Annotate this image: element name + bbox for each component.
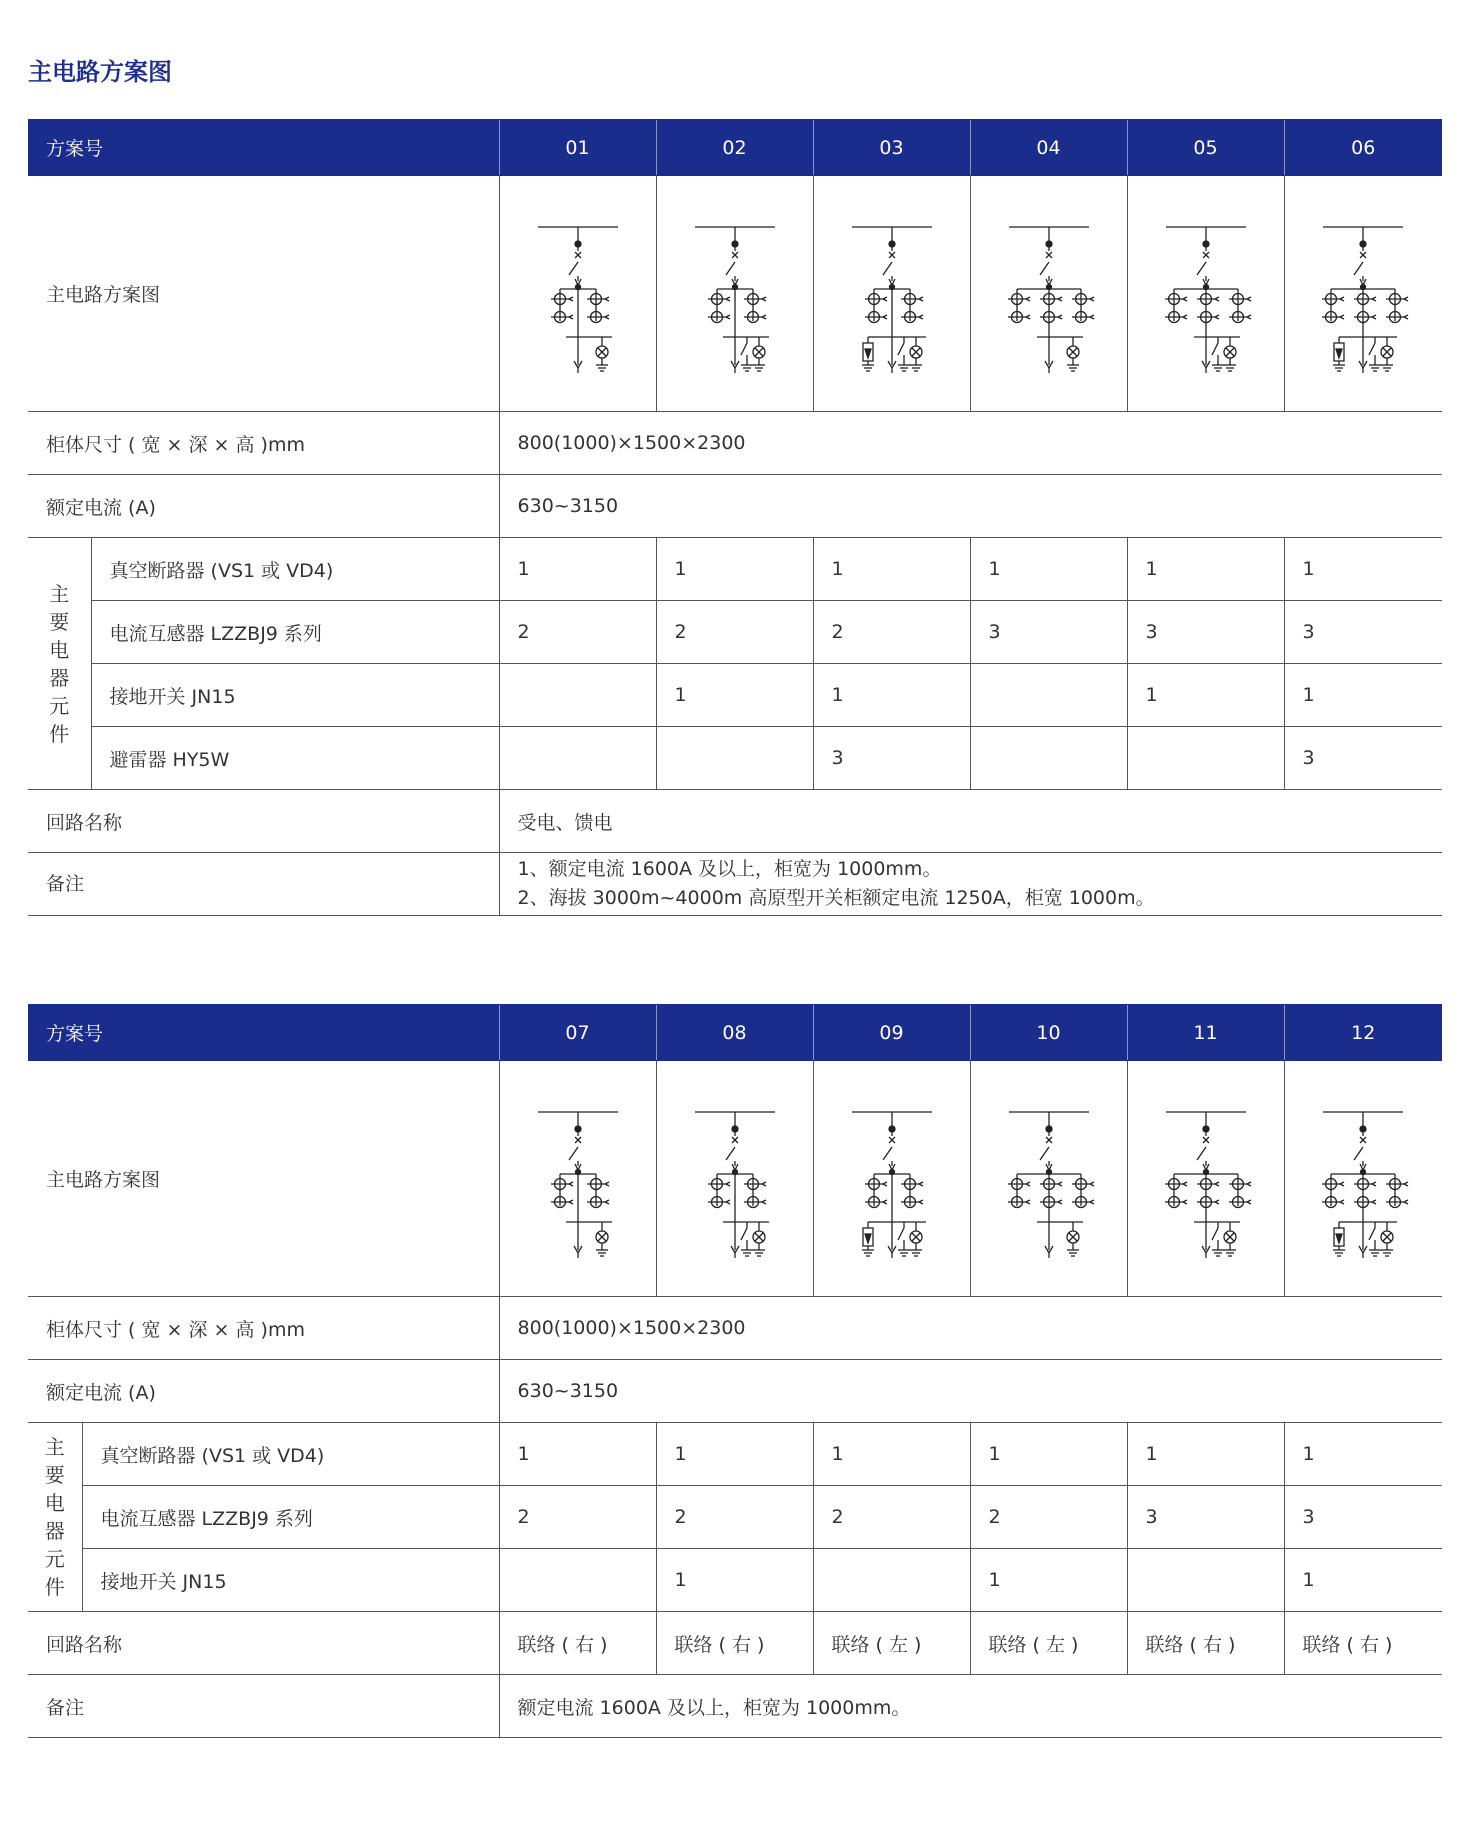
scheme-number: 07 [499,1005,656,1061]
circuit-diagram [1127,1061,1284,1297]
scheme-number: 04 [970,120,1127,176]
component-qty: 1 [813,538,970,601]
component-group-label [28,1423,82,1612]
component-qty: 1 [813,1423,970,1486]
circuit-name-label: 回路名称 [28,790,499,853]
single-line-diagram [1288,189,1438,399]
cabinet-size-value: 800(1000)×1500×2300 [499,412,1442,475]
component-row [28,727,1442,790]
scheme-number-label: 方案号 [28,120,499,176]
single-line-diagram [503,189,653,399]
rated-current-value: 630~3150 [499,475,1442,538]
component-row [28,601,1442,664]
component-qty: 1 [499,538,656,601]
component-row [28,1549,1442,1612]
component-name: 接地开关 JN15 [82,1549,499,1612]
rated-current-value: 630~3150 [499,1360,1442,1423]
component-qty: 1 [656,538,813,601]
component-qty: 2 [656,1486,813,1549]
component-qty: 3 [1284,727,1442,790]
component-qty: 1 [970,1423,1127,1486]
component-qty: 3 [813,727,970,790]
component-qty [499,727,656,790]
cabinet-size-label: 柜体尺寸 ( 宽 × 深 × 高 )mm [28,412,499,475]
single-line-diagram [974,189,1124,399]
component-row [28,538,1442,601]
diagram-row [28,1061,1442,1297]
circuit-diagram [970,176,1127,412]
scheme-number: 03 [813,120,970,176]
page-title: 主电路方案图 [28,58,172,86]
single-line-diagram [503,1074,653,1284]
rated-current-row [28,1360,1442,1423]
diagram-label: 主电路方案图 [28,176,499,412]
component-qty: 1 [1284,1423,1442,1486]
group-char: 电 [49,637,70,662]
component-name: 真空断路器 (VS1 或 VD4) [91,538,499,601]
circuit-name-value: 联络 ( 右 ) [656,1612,813,1675]
group-char: 主 [49,581,70,606]
scheme-number: 01 [499,120,656,176]
circuit-diagram [499,176,656,412]
component-row [28,1486,1442,1549]
component-qty: 1 [970,538,1127,601]
group-char: 件 [44,1575,65,1599]
remarks-value [499,853,1442,916]
diagram-row [28,176,1442,412]
component-qty [1127,727,1284,790]
group-char: 器 [49,665,70,690]
scheme-number: 02 [656,120,813,176]
component-qty [970,727,1127,790]
component-qty: 1 [970,1549,1127,1612]
component-qty: 2 [499,601,656,664]
component-qty: 2 [656,601,813,664]
circuit-diagram [656,176,813,412]
circuit-name-value: 受电、馈电 [499,790,1442,853]
component-qty: 2 [813,601,970,664]
scheme-number-label: 方案号 [28,1005,499,1061]
circuit-diagram [1284,1061,1442,1297]
remarks-row [28,853,1442,916]
circuit-name-label: 回路名称 [28,1612,499,1675]
diagram-label: 主电路方案图 [28,1061,499,1297]
component-qty: 1 [1127,538,1284,601]
component-name: 避雷器 HY5W [91,727,499,790]
group-char: 元 [44,1547,65,1571]
scheme-number: 08 [656,1005,813,1061]
component-qty: 1 [1284,1549,1442,1612]
circuit-diagram [499,1061,656,1297]
rated-current-row [28,475,1442,538]
component-group-label [28,538,91,790]
component-name: 接地开关 JN15 [91,664,499,727]
circuit-name-value: 联络 ( 左 ) [813,1612,970,1675]
single-line-diagram [817,189,967,399]
scheme-number: 06 [1284,120,1442,176]
component-name: 真空断路器 (VS1 或 VD4) [82,1423,499,1486]
single-line-diagram [1131,1074,1281,1284]
cabinet-size-label: 柜体尺寸 ( 宽 × 深 × 高 )mm [28,1297,499,1360]
remark-line: 2、海拔 3000m~4000m 高原型开关柜额定电流 1250A，柜宽 1000m。 [517,887,1155,909]
component-qty [970,664,1127,727]
component-qty: 3 [1127,1486,1284,1549]
remarks-value: 额定电流 1600A 及以上，柜宽为 1000mm。 [499,1675,1442,1738]
single-line-diagram [660,1074,810,1284]
group-char: 电 [44,1491,65,1515]
cabinet-size-row [28,412,1442,475]
circuit-name-row [28,790,1442,853]
scheme-table-1 [28,119,1442,916]
component-row [28,1423,1442,1486]
group-char: 主 [44,1435,65,1459]
circuit-name-value: 联络 ( 右 ) [1127,1612,1284,1675]
scheme-number: 09 [813,1005,970,1061]
component-name: 电流互感器 LZZBJ9 系列 [91,601,499,664]
scheme-number: 05 [1127,120,1284,176]
group-char: 件 [49,721,70,746]
component-qty: 1 [656,664,813,727]
remarks-label: 备注 [28,853,499,916]
scheme-number: 12 [1284,1005,1442,1061]
circuit-diagram [656,1061,813,1297]
component-qty [656,727,813,790]
circuit-diagram [813,176,970,412]
circuit-diagram [1127,176,1284,412]
remarks-label: 备注 [28,1675,499,1738]
component-qty: 1 [813,664,970,727]
cabinet-size-row [28,1297,1442,1360]
circuit-name-value: 联络 ( 左 ) [970,1612,1127,1675]
single-line-diagram [1288,1074,1438,1284]
scheme-number: 11 [1127,1005,1284,1061]
group-char: 要 [44,1463,65,1487]
component-qty: 2 [499,1486,656,1549]
circuit-name-value: 联络 ( 右 ) [1284,1612,1442,1675]
cabinet-size-value: 800(1000)×1500×2300 [499,1297,1442,1360]
group-char: 要 [49,609,70,634]
scheme-number: 10 [970,1005,1127,1061]
single-line-diagram [660,189,810,399]
circuit-diagram [813,1061,970,1297]
component-qty: 1 [1284,664,1442,727]
component-qty: 3 [970,601,1127,664]
circuit-diagram [1284,176,1442,412]
component-qty: 1 [1284,538,1442,601]
component-qty [499,1549,656,1612]
component-row [28,664,1442,727]
header-row [28,120,1442,176]
component-qty [813,1549,970,1612]
component-qty: 2 [970,1486,1127,1549]
component-qty: 1 [656,1549,813,1612]
rated-current-label: 额定电流 (A) [28,1360,499,1423]
header-row [28,1005,1442,1061]
circuit-diagram [970,1061,1127,1297]
circuit-name-value: 联络 ( 右 ) [499,1612,656,1675]
component-qty: 2 [813,1486,970,1549]
single-line-diagram [817,1074,967,1284]
rated-current-label: 额定电流 (A) [28,475,499,538]
remark-line: 1、额定电流 1600A 及以上，柜宽为 1000mm。 [517,858,942,880]
component-qty: 1 [656,1423,813,1486]
component-name: 电流互感器 LZZBJ9 系列 [82,1486,499,1549]
component-qty: 1 [1127,1423,1284,1486]
group-char: 器 [44,1519,65,1543]
circuit-name-row [28,1612,1442,1675]
component-qty [499,664,656,727]
single-line-diagram [974,1074,1124,1284]
component-qty [1127,1549,1284,1612]
scheme-table-2 [28,1004,1442,1738]
component-qty: 3 [1284,1486,1442,1549]
component-qty: 1 [499,1423,656,1486]
component-qty: 3 [1284,601,1442,664]
group-char: 元 [49,693,70,718]
remarks-row [28,1675,1442,1738]
component-qty: 1 [1127,664,1284,727]
component-qty: 3 [1127,601,1284,664]
single-line-diagram [1131,189,1281,399]
